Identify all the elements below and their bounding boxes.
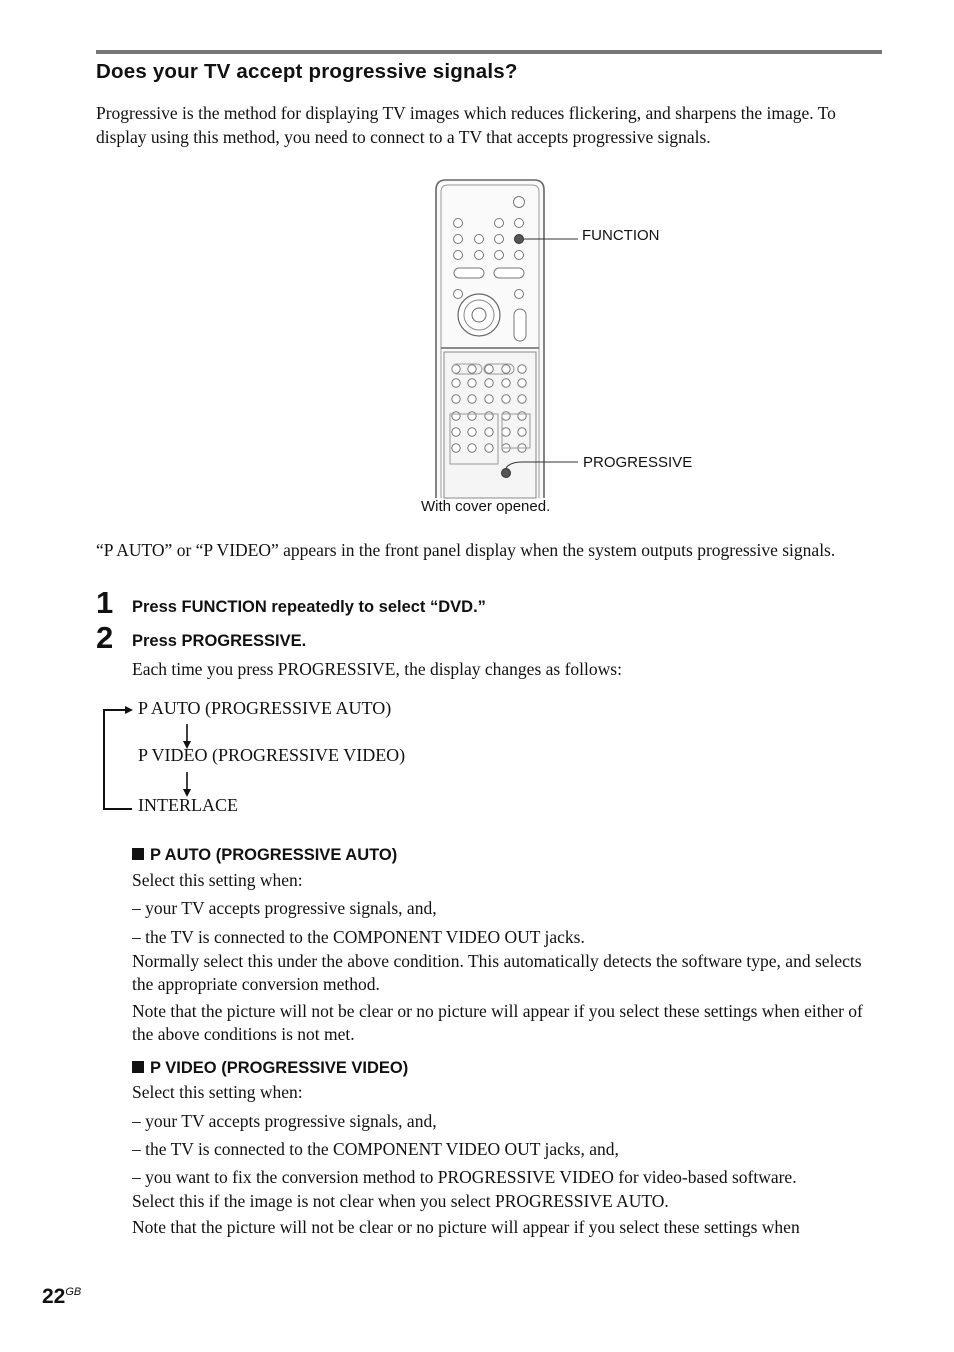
top-rule (96, 50, 882, 54)
step-1-number: 1 (96, 585, 114, 620)
function-label: FUNCTION (582, 227, 660, 244)
remote-button (495, 235, 504, 244)
pauto-bullet-1: – your TV accepts progressive signals, and, (132, 898, 437, 918)
remote-button (454, 290, 463, 299)
remote-button (518, 395, 526, 403)
remote-button (495, 219, 504, 228)
remote-button (468, 428, 476, 436)
pvideo-paragraph-2: Note that the picture will not be clear or no picture will appear if you select these settings when (132, 1217, 800, 1237)
step-1-text: Press FUNCTION repeatedly to select “DVD.” (132, 598, 486, 616)
remote-button (468, 395, 476, 403)
remote-button (502, 395, 510, 403)
square-bullet-icon (132, 1061, 144, 1073)
remote-button (468, 412, 476, 420)
remote-button (518, 428, 526, 436)
remote-button (485, 365, 493, 373)
remote-button (485, 444, 493, 452)
square-bullet-icon (132, 848, 144, 860)
sequence-item-pauto: P AUTO (PROGRESSIVE AUTO) (138, 698, 392, 718)
function-button (515, 235, 524, 244)
step-2-text: Press PROGRESSIVE. (132, 632, 307, 650)
remote-button (468, 379, 476, 387)
remote-button (485, 428, 493, 436)
remote-button (485, 379, 493, 387)
pvideo-bullet-2: – the TV is connected to the COMPONENT VIDEO OUT jacks, and, (132, 1139, 619, 1159)
progressive-button (502, 469, 511, 478)
remote-button (518, 379, 526, 387)
pauto-section-title: P AUTO (PROGRESSIVE AUTO) (132, 846, 397, 865)
pvideo-intro: Select this setting when: (132, 1082, 303, 1102)
sequence-item-interlace: INTERLACE (138, 795, 238, 815)
remote-button (452, 395, 460, 403)
remote-button (515, 251, 524, 260)
remote-button (452, 412, 460, 420)
step-2-number: 2 (96, 620, 114, 655)
intro-paragraph: Progressive is the method for displaying TV images which reduces flickering, and sharpens the image. To display using this method, you need to connect to a TV that accepts progressive signals. (96, 103, 836, 147)
pvideo-section-title: P VIDEO (PROGRESSIVE VIDEO) (132, 1059, 408, 1078)
figure-caption: With cover opened. (421, 498, 551, 515)
pvideo-bullet-1: – your TV accepts progressive signals, and, (132, 1111, 437, 1131)
pauto-paragraph-2: Note that the picture will not be clear or no picture will appear if you select these settings when either of the above conditions is not met. (132, 1001, 863, 1044)
remote-button (452, 379, 460, 387)
pauto-bullet-2: – the TV is connected to the COMPONENT VIDEO OUT jacks. (132, 927, 585, 947)
remote-button (468, 444, 476, 452)
page-number: $22^{GB}$ (42, 1285, 82, 1308)
remote-button (515, 290, 524, 299)
remote-button (502, 365, 510, 373)
remote-button (518, 412, 526, 420)
remote-button (454, 219, 463, 228)
remote-button (495, 251, 504, 260)
remote-button (485, 412, 493, 420)
sequence-item-pvideo: P VIDEO (PROGRESSIVE VIDEO) (138, 745, 406, 765)
pauto-paragraph-1: Normally select this under the above condition. This automatically detects the software type, and selects the appropriate conversion method. (132, 951, 862, 994)
remote-button (454, 235, 463, 244)
remote-button (475, 251, 484, 260)
pvideo-bullet-3: – you want to fix the conversion method to PROGRESSIVE VIDEO for video-based software. (132, 1167, 797, 1187)
pvideo-paragraph-1: Select this if the image is not clear when you select PROGRESSIVE AUTO. (132, 1191, 669, 1211)
progressive-label: PROGRESSIVE (583, 454, 693, 471)
remote-button (502, 379, 510, 387)
remote-button (518, 365, 526, 373)
remote-button (514, 197, 525, 208)
remote-control-figure (410, 176, 710, 515)
remote-button (515, 219, 524, 228)
remote-button (475, 235, 484, 244)
remote-button (468, 365, 476, 373)
section-heading: Does your TV accept progressive signals? (96, 60, 518, 83)
remote-button (452, 428, 460, 436)
display-note: “P AUTO” or “P VIDEO” appears in the front panel display when the system outputs progressive signals. (96, 540, 836, 560)
remote-button (502, 412, 510, 420)
pauto-intro: Select this setting when: (132, 870, 303, 890)
remote-button (485, 395, 493, 403)
remote-button (454, 251, 463, 260)
remote-button (502, 428, 510, 436)
remote-button (452, 444, 460, 452)
step-2-detail: Each time you press PROGRESSIVE, the display changes as follows: (132, 659, 622, 679)
